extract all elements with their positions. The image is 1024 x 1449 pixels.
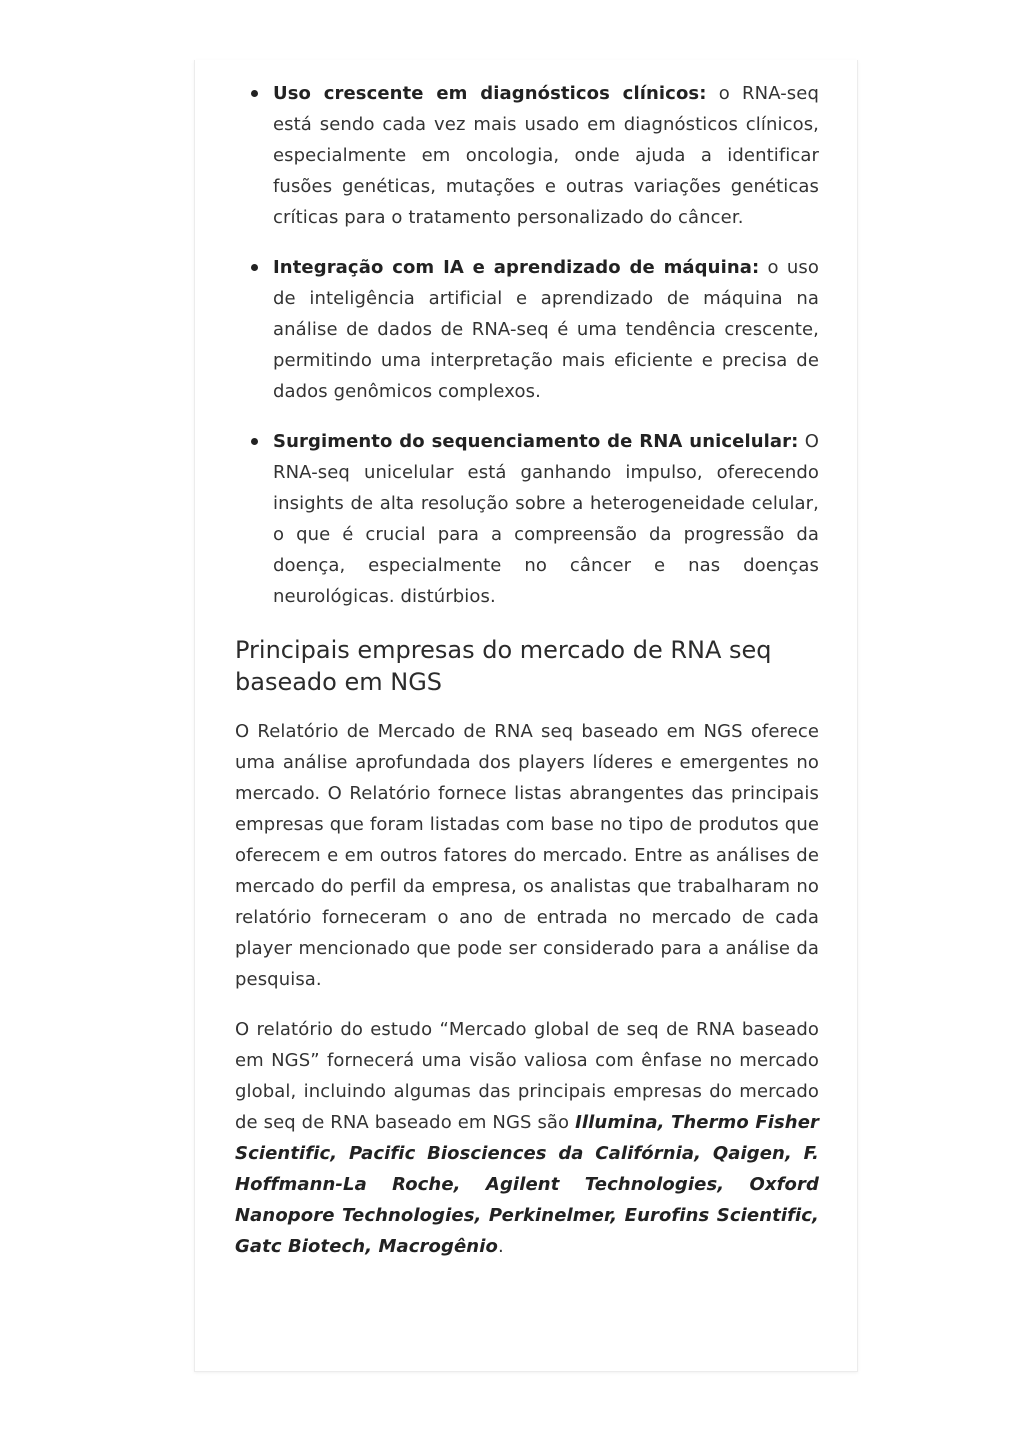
bullet-icon [251, 264, 258, 271]
bullet-icon [251, 90, 258, 97]
list-item [235, 426, 819, 612]
paragraph-study-report [235, 1014, 819, 1262]
trend-list [235, 78, 819, 612]
paragraph-key-players: O Relatório de Mercado de RNA seq baseado em NGS oferece uma análise aprofundada dos players líderes e emergentes no mercado. O Relatório fornece listas abrangentes das principais empresas que foram listadas com base no tipo de produtos que oferecem e em outros fatores do mercado. Entre as análises de mercado do perfil da empresa, os analistas que trabalharam no relatório forneceram o ano de entrada no mercado de cada player mencionado que pode ser considerado para a análise da pesquisa. [235, 721, 819, 990]
paragraph-intro-text: O relatório do estudo “Mercado global de seq de RNA baseado em NGS” fornecerá uma visão valiosa com ênfase no mercado global, incluindo algumas das principais empresas do mercado de seq de RNA baseado em NGS são [235, 1019, 819, 1133]
trend-text: o RNA-seq está sendo cada vez mais usado em diagnósticos clínicos, especialmente em oncologia, onde ajuda a identificar fusões genéticas, mutações e outras variações genéticas críticas para o tratamento personalizado do câncer. [273, 83, 819, 228]
bullet-icon [251, 438, 258, 445]
trend-text: O RNA-seq unicelular está ganhando impulso, oferecendo insights de alta resolução sobre a heterogeneidade celular, o que é crucial para a compreensão da progressão da doença, especialmente no câncer e nas doenças neurológicas. distúrbios. [273, 431, 820, 607]
paragraph-end-text: . [497, 1236, 504, 1257]
trend-title: Surgimento do sequenciamento de RNA unicelular: [273, 431, 799, 452]
article-card [194, 60, 858, 1372]
trend-text: o uso de inteligência artificial e aprendizado de máquina na análise de dados de RNA-seq é uma tendência crescente, permitindo uma interpretação mais eficiente e precisa de dados genômicos complexos. [273, 257, 819, 402]
trend-title: Integração com IA e aprendizado de máquina: [273, 257, 760, 278]
article-content [235, 78, 819, 1281]
section-heading: Principais empresas do mercado de RNA seq baseado em NGS [235, 636, 772, 696]
trend-title: Uso crescente em diagnósticos clínicos: [273, 83, 707, 104]
list-item [235, 78, 819, 233]
list-item [235, 252, 819, 407]
company-list: Illumina, Thermo Fisher Scientific, Pacific Biosciences da Califórnia, Qaigen, F. Hoffmann-La Roche, Agilent Technologies, Oxford Nanopore Technologies, Perkinelmer, Eurofins Scientific, Gatc Biotech, Macrogênio [235, 1112, 819, 1257]
